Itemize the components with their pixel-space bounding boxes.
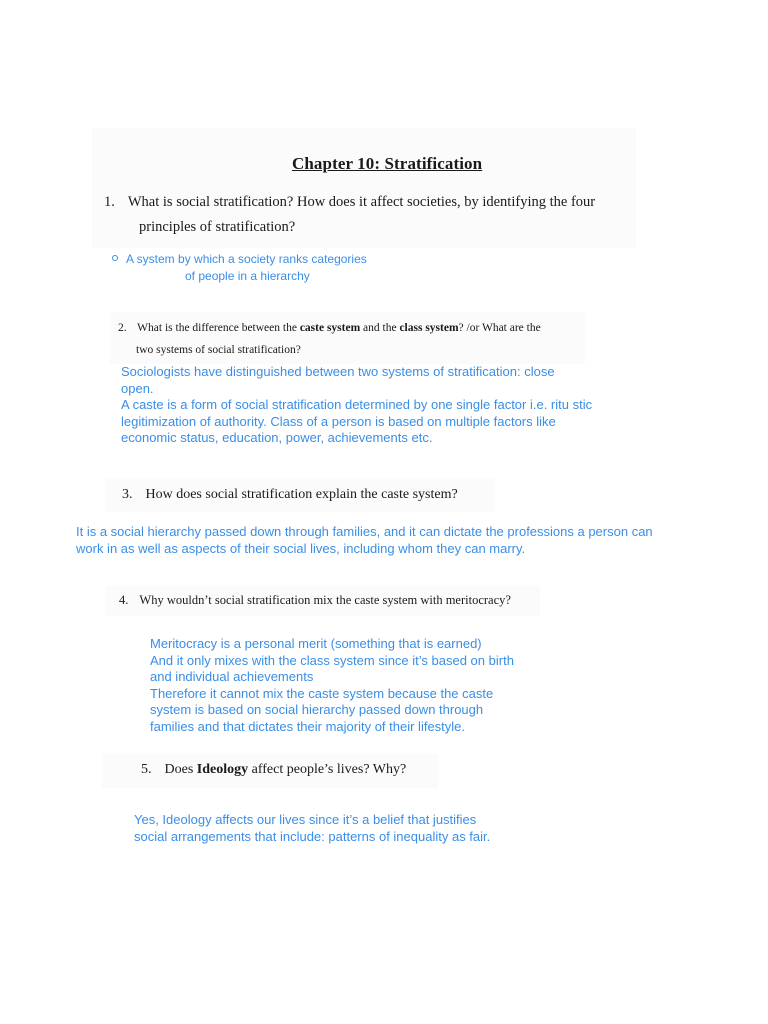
- question-5-text-c: affect people’s lives? Why?: [248, 762, 407, 777]
- bullet-icon: [112, 255, 118, 261]
- answer-1: [112, 251, 367, 285]
- answer-2-line-4: legitimization of authority. Class of a person is based on multiple factors like: [121, 413, 556, 429]
- answer-4-line-3: and individual achievements: [150, 669, 314, 684]
- page-title: Chapter 10: Stratification: [292, 154, 483, 173]
- question-2-text-a: What is the difference between the: [137, 322, 300, 334]
- answer-2-line-3: A caste is a form of social stratification determined by one single factor i.e. ritu stic: [121, 397, 593, 412]
- answer-4: [150, 636, 514, 735]
- answer-4-line-2: And it only mixes with the class system since it’s based on birth: [150, 652, 514, 668]
- question-1: [104, 190, 595, 240]
- question-2-caste-system: caste system: [299, 322, 361, 334]
- question-4-number: 4.: [119, 593, 129, 607]
- answer-4-line-1: Meritocracy is a personal merit (something that is earned): [150, 636, 482, 651]
- question-2-line-2: two systems of social stratification?: [136, 344, 301, 356]
- answer-5-line-1: Yes, Ideology affects our lives since it’s a belief that justifies: [134, 812, 477, 827]
- question-1-number: 1.: [104, 194, 115, 210]
- answer-5-line-2: social arrangements that include: patterns of inequality as fair.: [134, 828, 491, 844]
- answer-1-line-1: A system by which a society ranks categories: [126, 252, 367, 266]
- question-5-ideology: Ideology: [196, 762, 249, 777]
- question-4-text: Why wouldn’t social stratification mix the caste system with meritocracy?: [139, 593, 511, 607]
- answer-4-line-4: Therefore it cannot mix the caste system because the caste: [150, 685, 494, 701]
- question-5-number: 5.: [141, 762, 152, 777]
- answer-3: [76, 524, 653, 557]
- question-5-text-a: Does: [164, 762, 197, 777]
- question-5: [141, 762, 406, 778]
- answer-4-line-5: system is based on social hierarchy passed down through: [150, 702, 484, 717]
- answer-2-line-1: Sociologists have distinguished between two systems of stratification: close: [121, 364, 555, 379]
- answer-2-line-5: economic status, education, power, achievements etc.: [121, 430, 433, 445]
- answer-2: [121, 364, 641, 447]
- question-2-text-c: and the: [360, 322, 400, 334]
- answer-5: [134, 812, 490, 845]
- answer-3-line-1: It is a social hierarchy passed down through families, and it can dictate the professions a person can: [76, 524, 653, 539]
- question-2-text-e: ? /or What are the: [458, 322, 541, 334]
- question-1-line-1: What is social stratification? How does it affect societies, by identifying the four: [127, 194, 596, 210]
- question-4: [119, 593, 511, 608]
- answer-4-line-6: families and that dictates their majority of their lifestyle.: [150, 718, 466, 734]
- question-2-number: 2.: [118, 322, 127, 334]
- question-3-text: How does social stratification explain the caste system?: [145, 487, 458, 502]
- answer-3-line-2: work in as well as aspects of their social lives, including whom they can marry.: [76, 540, 526, 556]
- question-2: [118, 317, 541, 361]
- question-2-class-system: class system: [399, 322, 459, 334]
- answer-2-line-2: open.: [121, 380, 154, 396]
- question-1-line-2: principles of stratification?: [139, 219, 296, 235]
- answer-1-line-2: of people in a hierarchy: [185, 269, 310, 283]
- question-3-number: 3.: [122, 487, 133, 502]
- question-3: [122, 487, 458, 503]
